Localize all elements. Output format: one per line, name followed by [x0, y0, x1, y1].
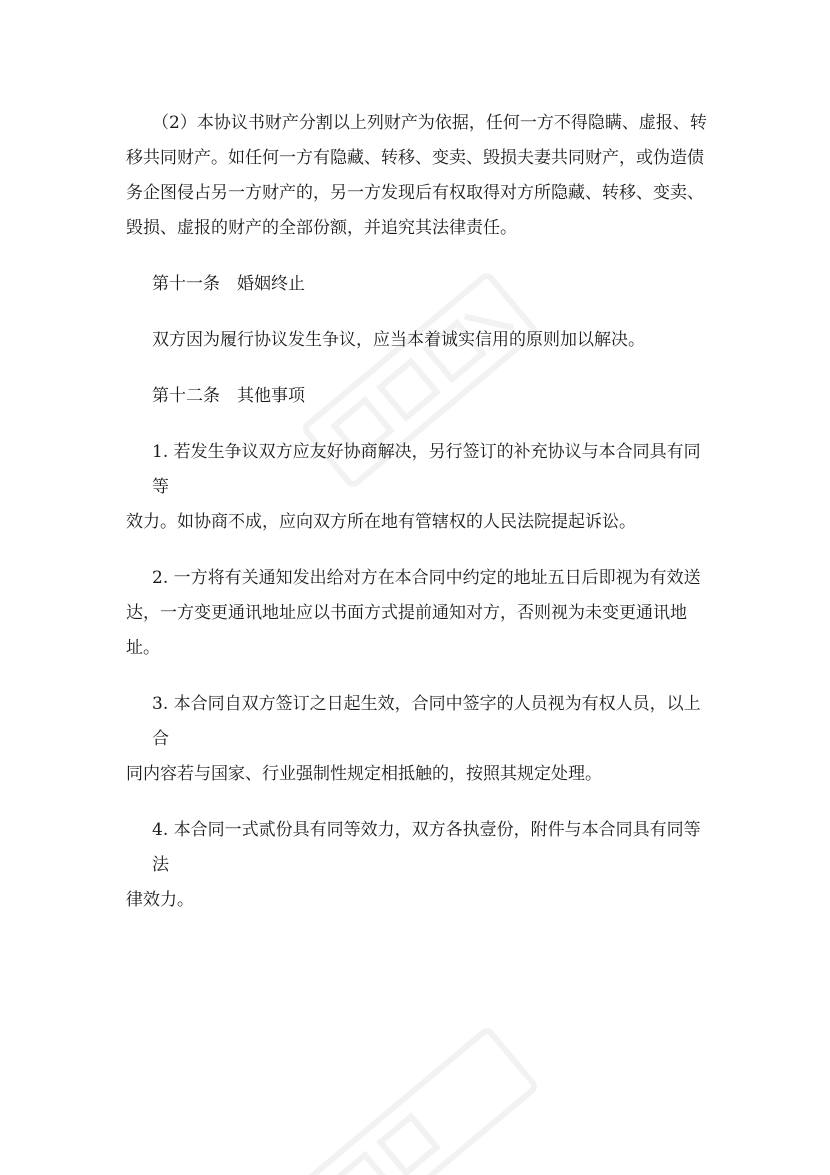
text-line: 毁损、虚报的财产的全部份额，并追究其法律责任。 [126, 218, 517, 238]
text-line: 同内容若与国家、行业强制性规定相抵触的，按照其规定处理。 [126, 764, 602, 784]
text-line: （2）本协议书财产分割以上列财产为依据，任何一方不得隐瞒、虚报、转 [152, 113, 707, 133]
text-line: 2. 一方将有关通知发出给对方在本合同中约定的地址五日后即视为有效送 [152, 568, 701, 588]
clause-4 [126, 813, 707, 918]
text-line: 双方因为履行协议发生争议，应当本着诚实信用的原则加以解决。 [152, 330, 645, 350]
article-twelve-heading: 第十二条 其他事项 [152, 386, 305, 406]
paragraph-dispute-resolution [152, 323, 707, 358]
text-line: 移共同财产。如任何一方有隐藏、转移、变卖、毁损夫妻共同财产，或伪造债 [126, 148, 704, 168]
paragraph-property-division [126, 106, 707, 246]
text-line: 3. 本合同自双方签订之日起生效，合同中签字的人员视为有权人员，以上合 [152, 694, 701, 749]
text-line: 4. 本合同一式贰份具有同等效力，双方各执壹份，附件与本合同具有同等法 [152, 820, 701, 875]
text-line: 达，一方变更通讯地址应以书面方式提前通知对方，否则视为未变更通讯地址。 [126, 603, 687, 658]
text-line: 律效力。 [126, 890, 194, 910]
document-body [126, 106, 707, 939]
text-line: 效力。如协商不成，应向双方所在地有管辖权的人民法院提起诉讼。 [126, 512, 636, 532]
clause-2 [126, 561, 707, 666]
article-eleven-heading: 第十一条 婚姻终止 [152, 274, 305, 294]
clause-3 [126, 687, 707, 792]
text-line: 1. 若发生争议双方应友好协商解决，另行签订的补充协议与本合同具有同等 [152, 442, 701, 497]
text-line: 务企图侵占另一方财产的，另一方发现后有权取得对方所隐藏、转移、变卖、 [126, 183, 704, 203]
clause-1 [126, 435, 707, 540]
